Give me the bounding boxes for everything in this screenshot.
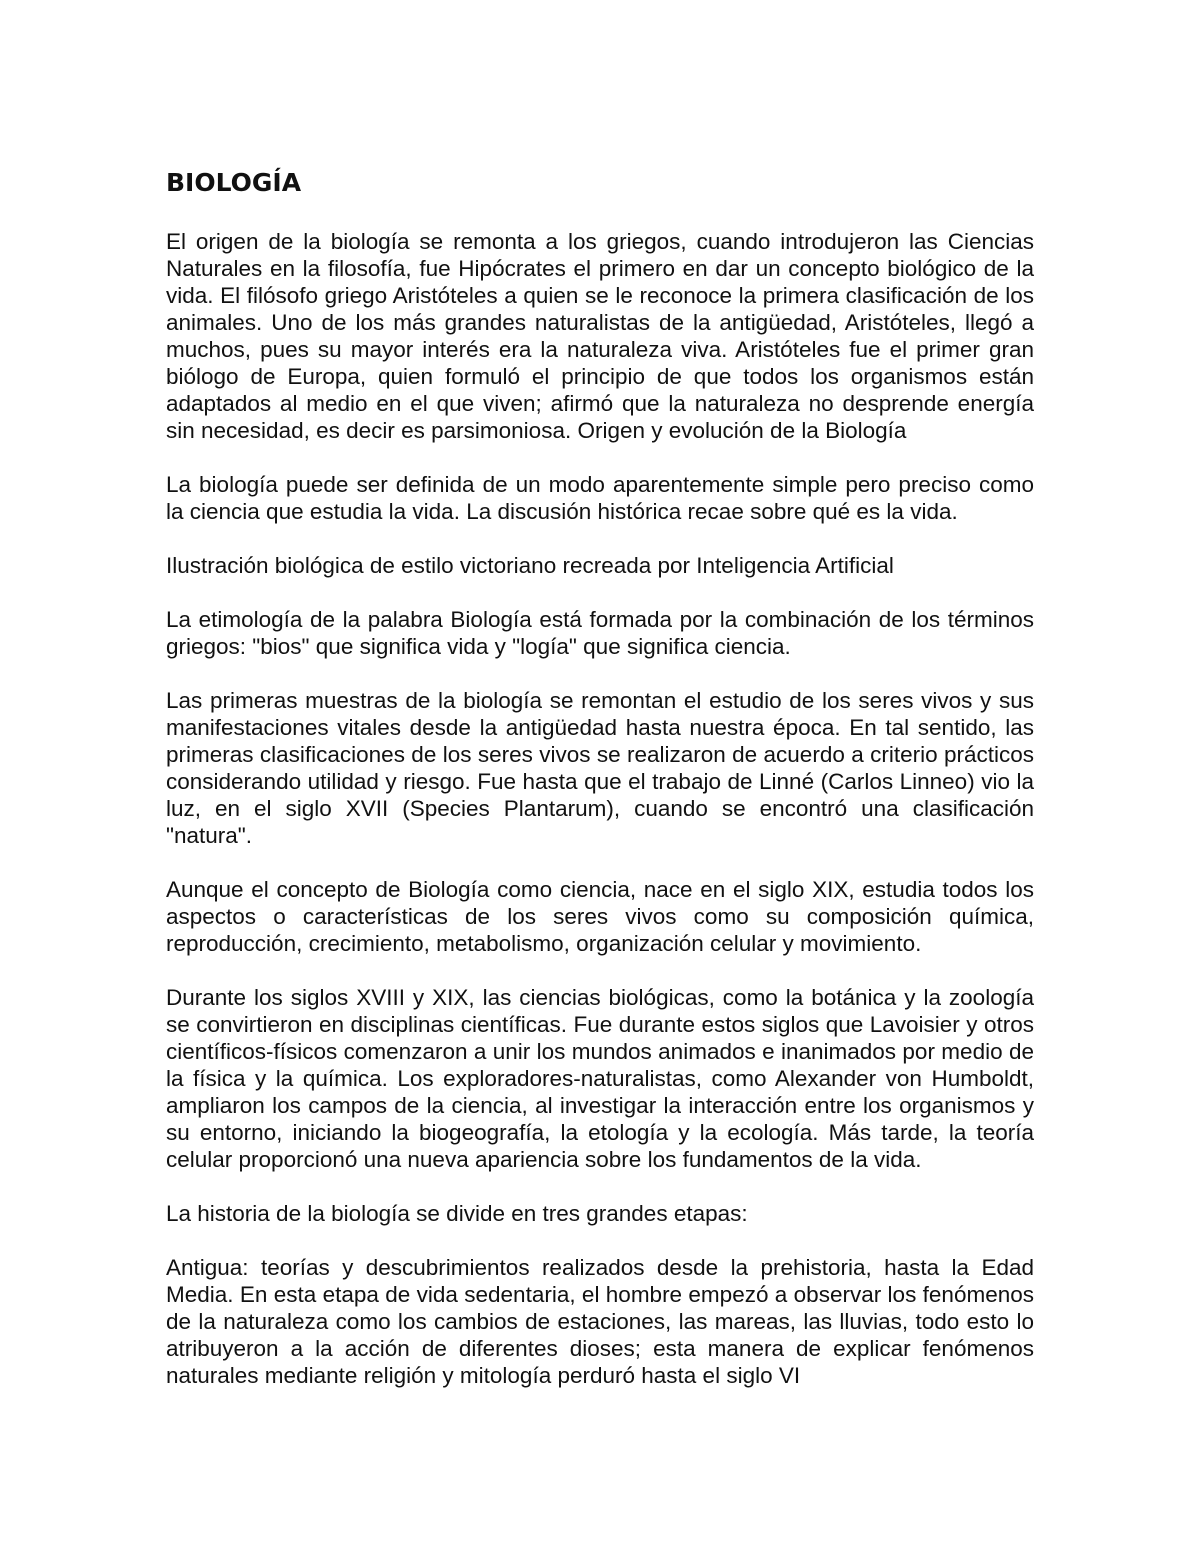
paragraph-definition: La biología puede ser definida de un modo aparentemente simple pero preciso como la ciencia que estudia la vida. La discusión histórica recae sobre qué es la vida. (166, 472, 1034, 524)
document-title: BIOLOGÍA (166, 168, 302, 197)
paragraph-concept: Aunque el concepto de Biología como ciencia, nace en el siglo XIX, estudia todos los aspectos o características de los seres vivos como su composición química, reproducción, crecimiento, metabolismo, organización celular y movimiento. (166, 877, 1034, 956)
document-body (166, 166, 1034, 1389)
paragraph-centuries: Durante los siglos XVIII y XIX, las ciencias biológicas, como la botánica y la zoología se convirtieron en disciplinas científicas. Fue durante estos siglos que Lavoisier y otros científicos-físicos comenzaron a unir los mundos animados e inanimados por medio de la física y la química. Los exploradores-naturalistas, como Alexander von Humboldt, ampliaron los campos de la ciencia, al investigar la interacción entre los organismos y su entorno, iniciando la biogeografía, la etología y la ecología. Más tarde, la teoría celular proporcionó una nueva apariencia sobre los fundamentos de la vida. (166, 985, 1034, 1172)
paragraph-first-samples: Las primeras muestras de la biología se remontan el estudio de los seres vivos y sus manifestaciones vitales desde la antigüedad hasta nuestra época. En tal sentido, las primeras clasificaciones de los seres vivos se realizaron de acuerdo a criterio prácticos considerando utilidad y riesgo. Fue hasta que el trabajo de Linné (Carlos Linneo) vio la luz, en el siglo XVII (Species Plantarum), cuando se encontró una clasificación "natura". (166, 688, 1034, 848)
paragraph-etymology: La etimología de la palabra Biología está formada por la combinación de los términos griegos: "bios" que significa vida y "logía" que significa ciencia. (166, 607, 1034, 659)
paragraph-ancient-stage: Antigua: teorías y descubrimientos realizados desde la prehistoria, hasta la Edad Media. En esta etapa de vida sedentaria, el hombre empezó a observar los fenómenos de la naturaleza como los cambios de estaciones, las mareas, las lluvias, todo esto lo atribuyeron a la acción de diferentes dioses; esta manera de explicar fenómenos naturales mediante religión y mitología perduró hasta el siglo VI (166, 1255, 1034, 1388)
paragraph-illustration-caption: Ilustración biológica de estilo victoriano recreada por Inteligencia Artificial (166, 553, 894, 578)
paragraph-history-stages: La historia de la biología se divide en tres grandes etapas: (166, 1201, 748, 1226)
paragraph-origin: El origen de la biología se remonta a los griegos, cuando introdujeron las Ciencias Naturales en la filosofía, fue Hipócrates el primero en dar un concepto biológico de la vida. El filósofo griego Aristóteles a quien se le reconoce la primera clasificación de los animales. Uno de los más grandes naturalistas de la antigüedad, Aristóteles, llegó a muchos, pues su mayor interés era la naturaleza viva. Aristóteles fue el primer gran biólogo de Europa, quien formuló el principio de que todos los organismos están adaptados al medio en el que viven; afirmó que la naturaleza no desprende energía sin necesidad, es decir es parsimoniosa. Origen y evolución de la Biología (166, 229, 1034, 443)
